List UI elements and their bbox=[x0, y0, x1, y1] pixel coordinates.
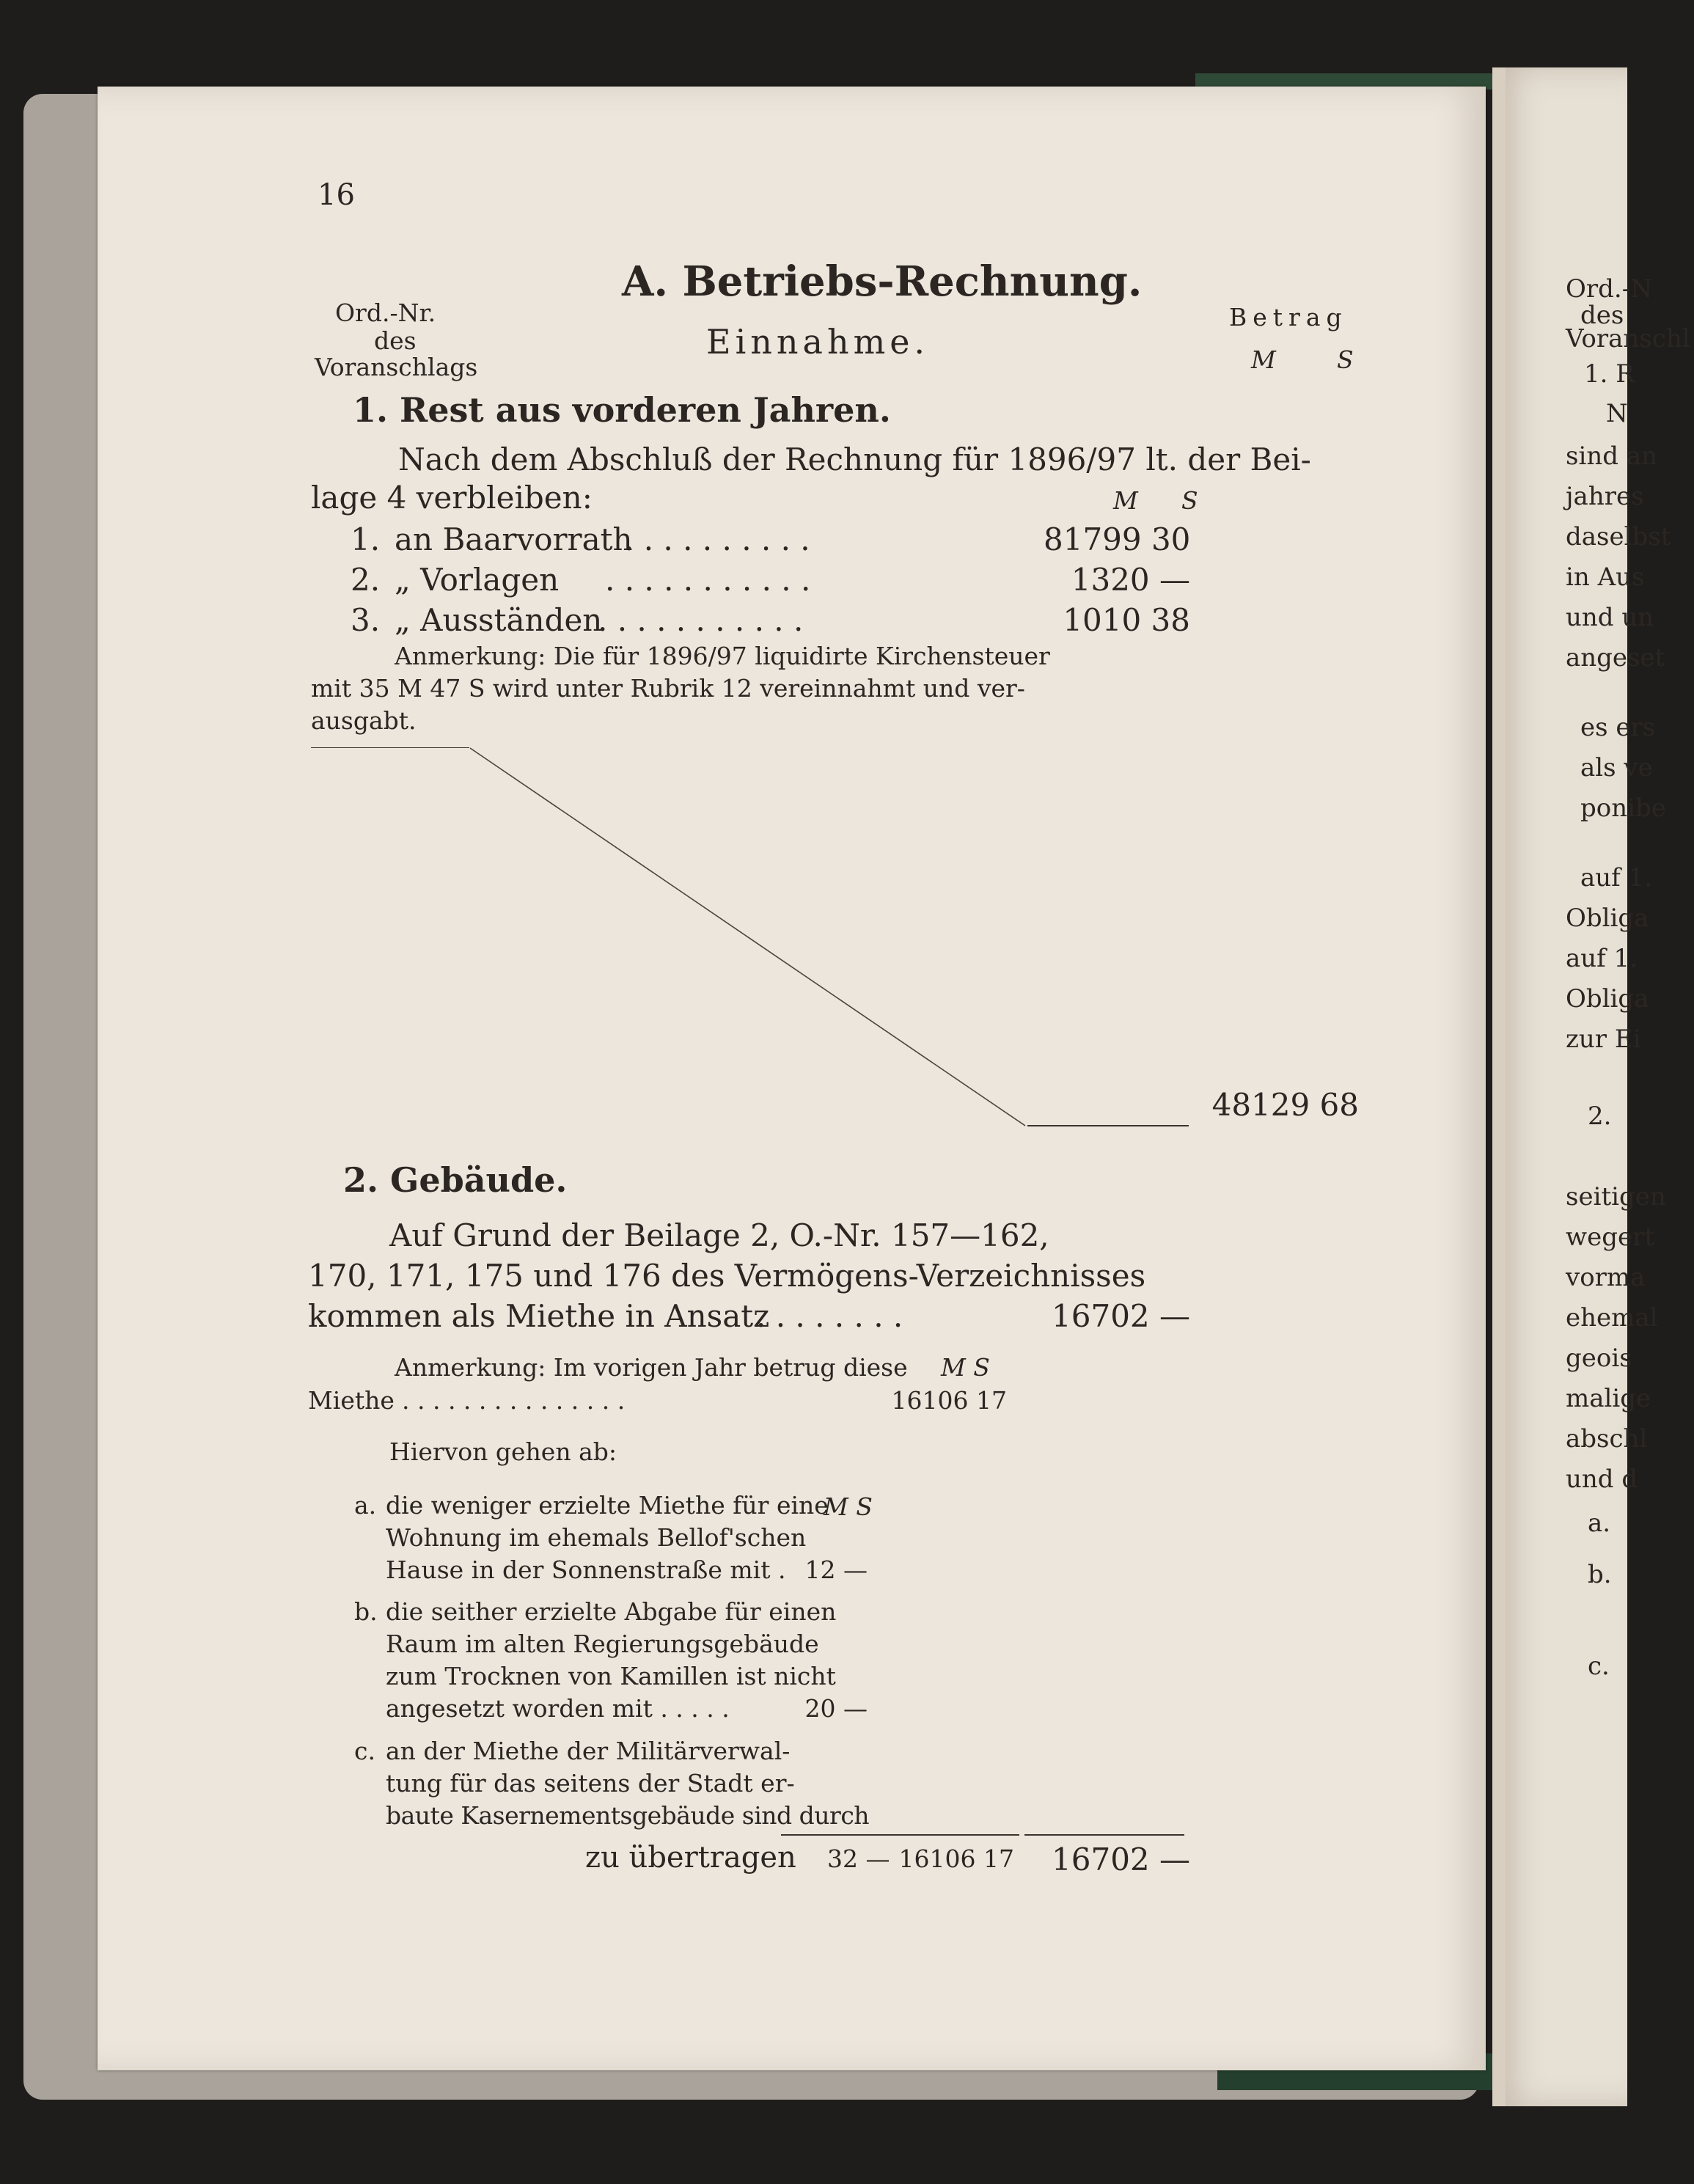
facing-fragment: Voranschl bbox=[1566, 324, 1690, 353]
section1-heading: 1. Rest aus vorderen Jahren. bbox=[353, 390, 891, 430]
section2-amount: 16702 — bbox=[1052, 1298, 1190, 1334]
facing-fragment: seitigen bbox=[1566, 1182, 1666, 1212]
facing-fragment: N bbox=[1606, 399, 1628, 428]
item-dots: . . . . . . . . . . . bbox=[605, 562, 811, 598]
section2-note-units: M S bbox=[941, 1353, 990, 1382]
section1-note-line2: mit 35 M 47 S wird unter Rubrik 12 vereinnahmt und ver- bbox=[311, 674, 1025, 703]
facing-fragment: jahres bbox=[1566, 482, 1644, 511]
col-left-header-line2: des bbox=[374, 326, 417, 355]
facing-fragment: Ord.-N bbox=[1566, 274, 1652, 304]
facing-fragment: c. bbox=[1588, 1652, 1610, 1681]
col-left-header-line1: Ord.-Nr. bbox=[335, 298, 436, 327]
section1-note-line3: ausgabt. bbox=[311, 706, 417, 735]
carry-col2: 16106 17 bbox=[898, 1844, 1014, 1873]
facing-fragment: zur Ei bbox=[1566, 1025, 1641, 1054]
section2-line3-dots: . . . . . . . . bbox=[756, 1298, 903, 1334]
deduction-line: Hause in der Sonnenstraße mit . bbox=[386, 1555, 786, 1584]
facing-fragment: 2. bbox=[1588, 1102, 1612, 1131]
col-left-header-line3: Voranschlags bbox=[315, 353, 478, 381]
item-label: an Baarvorrath bbox=[395, 521, 633, 557]
deduction-letter: a. bbox=[354, 1491, 377, 1520]
deduction-line: die weniger erzielte Miethe für eine bbox=[386, 1491, 829, 1520]
item-dots: . . . . . . . . . . . bbox=[598, 602, 804, 638]
page-number: 16 bbox=[318, 178, 355, 212]
deduction-line: zum Trocknen von Kamillen ist nicht bbox=[386, 1662, 836, 1690]
section1-note-line1: Anmerkung: Die für 1896/97 liquidirte Kirchensteuer bbox=[395, 642, 1050, 670]
page-subtitle: Einnahme. bbox=[706, 322, 930, 362]
facing-fragment: auf 1. bbox=[1580, 863, 1652, 893]
item-number: 2. bbox=[351, 562, 381, 598]
page-title: A. Betriebs-Rechnung. bbox=[622, 257, 1143, 306]
facing-fragment: auf 1. bbox=[1566, 944, 1638, 973]
carry-col3: 16702 — bbox=[1052, 1842, 1190, 1877]
item-label: „ Ausständen bbox=[395, 602, 603, 638]
item-amount: 1010 38 bbox=[1063, 602, 1190, 638]
section2-note-line2: Miethe bbox=[308, 1386, 395, 1415]
section1-unit-pf: S bbox=[1181, 486, 1198, 515]
section1-intro-line2: lage 4 verbleiben: bbox=[311, 480, 593, 516]
section2-line2: 170, 171, 175 und 176 des Vermögens-Verzeichnisses bbox=[308, 1258, 1146, 1294]
facing-fragment: in Aus bbox=[1566, 563, 1645, 592]
facing-fragment: des bbox=[1580, 301, 1624, 330]
subtotal-rule bbox=[1027, 1125, 1189, 1126]
deduct-units: M S bbox=[824, 1492, 873, 1521]
carry-col1: 32 — bbox=[827, 1844, 890, 1873]
item-dots: . . . . . . . . . . bbox=[624, 521, 810, 557]
facing-fragment: und d bbox=[1566, 1465, 1638, 1494]
facing-fragment: daselbst bbox=[1566, 522, 1671, 552]
carry-rule-right bbox=[1024, 1834, 1184, 1836]
deduction-line: tung für das seitens der Stadt er- bbox=[386, 1769, 795, 1798]
facing-fragment: wegert bbox=[1566, 1223, 1655, 1252]
deduction-line: Wohnung im ehemals Bellof'schen bbox=[386, 1523, 807, 1552]
item-amount: 1320 — bbox=[1071, 562, 1190, 598]
item-amount: 81799 30 bbox=[1044, 521, 1191, 557]
item-number: 1. bbox=[351, 521, 381, 557]
section2-line3: kommen als Miethe in Ansatz bbox=[308, 1298, 770, 1334]
section2-heading: 2. Gebäude. bbox=[343, 1160, 568, 1200]
facing-fragment: Obliga bbox=[1566, 904, 1649, 933]
section2-note-dots: . . . . . . . . . . . . . . . bbox=[402, 1386, 626, 1415]
facing-fragment: geois bbox=[1566, 1344, 1632, 1373]
facing-fragment: b. bbox=[1588, 1560, 1612, 1589]
deduction-line: baute Kasernementsgebäude sind durch bbox=[386, 1801, 870, 1830]
currency-pf: S bbox=[1337, 345, 1354, 374]
facing-fragment: ehemal bbox=[1566, 1303, 1658, 1333]
facing-fragment: und un bbox=[1566, 603, 1654, 632]
deduction-line: Raum im alten Regierungsgebäude bbox=[386, 1630, 819, 1658]
deduction-amount: 12 — bbox=[804, 1555, 868, 1584]
carry-label: zu übertragen bbox=[585, 1841, 796, 1875]
deduction-line: an der Miethe der Militärverwal- bbox=[386, 1737, 791, 1765]
section1-unit-mark: M bbox=[1113, 486, 1138, 515]
deduction-line: die seither erzielte Abgabe für einen bbox=[386, 1597, 837, 1626]
facing-fragment: malige bbox=[1566, 1384, 1651, 1413]
section1-intro-line1: Nach dem Abschluß der Rechnung für 1896/97 lt. der Bei- bbox=[398, 441, 1311, 477]
facing-fragment: vorma bbox=[1566, 1263, 1646, 1292]
section1-total: 48129 68 bbox=[1211, 1087, 1359, 1123]
facing-fragment: a. bbox=[1588, 1509, 1611, 1538]
deduction-line: angesetzt worden mit . . . . . bbox=[386, 1694, 730, 1723]
document-page bbox=[98, 87, 1486, 2070]
item-label: „ Vorlagen bbox=[395, 562, 560, 598]
facing-fragment: es ers bbox=[1580, 713, 1656, 742]
facing-page bbox=[1492, 67, 1690, 2106]
facing-fragment: Obliga bbox=[1566, 984, 1649, 1014]
item-number: 3. bbox=[351, 602, 381, 638]
deduction-amount: 20 — bbox=[804, 1694, 868, 1723]
section2-note-line1: Anmerkung: Im vorigen Jahr betrug diese bbox=[395, 1353, 908, 1382]
facing-fragment: angeset bbox=[1566, 643, 1665, 673]
carry-rule-left bbox=[781, 1834, 1019, 1836]
currency-mark: M bbox=[1251, 345, 1276, 374]
deduction-letter: c. bbox=[354, 1737, 375, 1765]
facing-page-gutter bbox=[1492, 67, 1506, 2106]
section2-line1: Auf Grund der Beilage 2, O.-Nr. 157—162, bbox=[389, 1217, 1049, 1253]
section2-note-amount: 16106 17 bbox=[891, 1386, 1007, 1415]
facing-fragment: als ve bbox=[1580, 753, 1653, 783]
facing-fragment: sind an bbox=[1566, 441, 1657, 471]
facing-fragment: abschl bbox=[1566, 1424, 1648, 1454]
facing-fragment: 1. R bbox=[1584, 359, 1635, 389]
facing-fragment: ponibe bbox=[1580, 794, 1666, 823]
deduct-intro: Hiervon gehen ab: bbox=[389, 1437, 617, 1466]
deduction-letter: b. bbox=[354, 1597, 378, 1626]
col-right-header: Betrag bbox=[1229, 303, 1348, 331]
